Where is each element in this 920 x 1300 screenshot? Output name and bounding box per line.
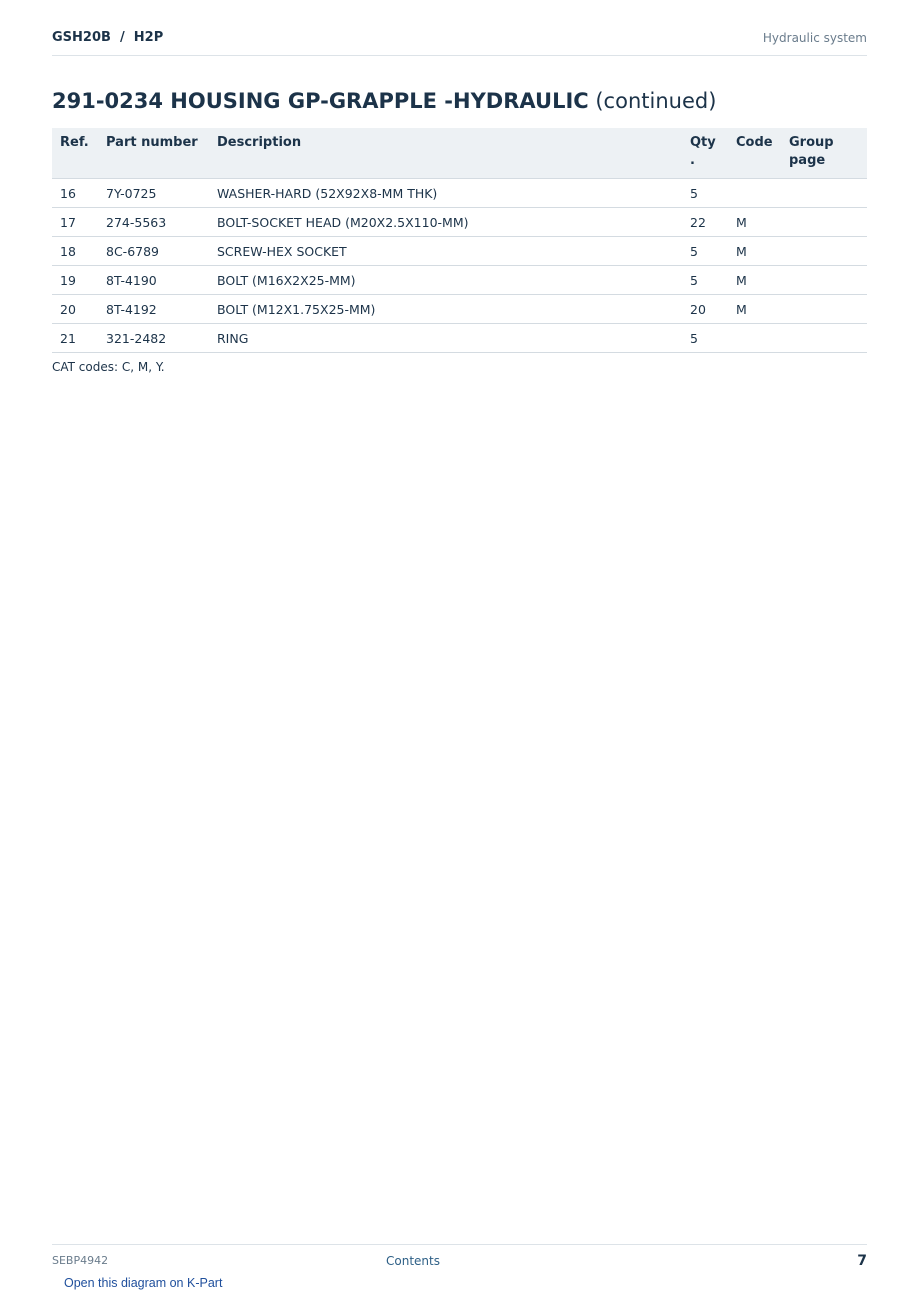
header-qty-line1: Qty — [690, 135, 716, 150]
cell-description: BOLT-SOCKET HEAD (M20X2.5X110-MM) — [209, 208, 682, 237]
contents-link[interactable]: Contents — [386, 1254, 440, 1268]
cell-description: RING — [209, 324, 682, 353]
header-code: Code — [728, 128, 781, 179]
cell-part-number: 8T-4190 — [98, 266, 209, 295]
cell-qty: 5 — [682, 237, 728, 266]
page-title — [52, 89, 716, 113]
header-group-line2: page — [789, 153, 826, 168]
cell-description: BOLT (M12X1.75X25-MM) — [209, 295, 682, 324]
cell-code: M — [728, 266, 781, 295]
cat-codes-note: CAT codes: C, M, Y. — [52, 360, 165, 374]
cell-ref: 16 — [52, 179, 98, 208]
table-row — [52, 208, 867, 237]
cell-part-number: 321-2482 — [98, 324, 209, 353]
header-group-page — [781, 128, 867, 179]
cell-ref: 19 — [52, 266, 98, 295]
cell-description: SCREW-HEX SOCKET — [209, 237, 682, 266]
cell-group-page — [781, 295, 867, 324]
open-kpart-diagram-link[interactable]: Open this diagram on K-Part — [64, 1276, 223, 1290]
header-row — [52, 128, 867, 179]
table-row — [52, 324, 867, 353]
page-footer — [52, 1244, 867, 1275]
header-description: Description — [209, 128, 682, 179]
table-row — [52, 266, 867, 295]
header-part-number: Part number — [98, 128, 209, 179]
title-suffix: (continued) — [595, 89, 717, 113]
cell-code — [728, 179, 781, 208]
cell-code — [728, 324, 781, 353]
cell-qty: 22 — [682, 208, 728, 237]
table-row — [52, 179, 867, 208]
cell-ref: 21 — [52, 324, 98, 353]
table-row — [52, 237, 867, 266]
cell-qty: 20 — [682, 295, 728, 324]
cell-part-number: 8T-4192 — [98, 295, 209, 324]
cell-code: M — [728, 208, 781, 237]
header-group-line1: Group — [789, 135, 834, 150]
parts-table — [52, 128, 867, 353]
cell-part-number: 8C-6789 — [98, 237, 209, 266]
table-row — [52, 295, 867, 324]
cell-ref: 18 — [52, 237, 98, 266]
header-qty — [682, 128, 728, 179]
header-ref: Ref. — [52, 128, 98, 179]
section-name: Hydraulic system — [762, 31, 867, 45]
header-qty-line2: . — [690, 153, 695, 168]
page-number: 7 — [857, 1253, 867, 1269]
parts-table-header — [52, 128, 867, 179]
cell-description: BOLT (M16X2X25-MM) — [209, 266, 682, 295]
cell-qty: 5 — [682, 179, 728, 208]
cell-part-number: 274-5563 — [98, 208, 209, 237]
cell-group-page — [781, 266, 867, 295]
title-main: 291-0234 HOUSING GP-GRAPPLE -HYDRAULIC — [52, 89, 589, 113]
cell-ref: 17 — [52, 208, 98, 237]
cell-qty: 5 — [682, 266, 728, 295]
cell-description: WASHER-HARD (52X92X8-MM THK) — [209, 179, 682, 208]
cell-group-page — [781, 237, 867, 266]
model-breadcrumb: GSH20B / H2P — [52, 30, 164, 45]
cell-ref: 20 — [52, 295, 98, 324]
cell-group-page — [781, 208, 867, 237]
cell-part-number: 7Y-0725 — [98, 179, 209, 208]
cell-code: M — [728, 295, 781, 324]
page-header — [52, 28, 867, 56]
cell-group-page — [781, 324, 867, 353]
document-id: SEBP4942 — [52, 1254, 109, 1267]
cell-group-page — [781, 179, 867, 208]
parts-table-body — [52, 179, 867, 353]
cell-qty: 5 — [682, 324, 728, 353]
cell-code: M — [728, 237, 781, 266]
